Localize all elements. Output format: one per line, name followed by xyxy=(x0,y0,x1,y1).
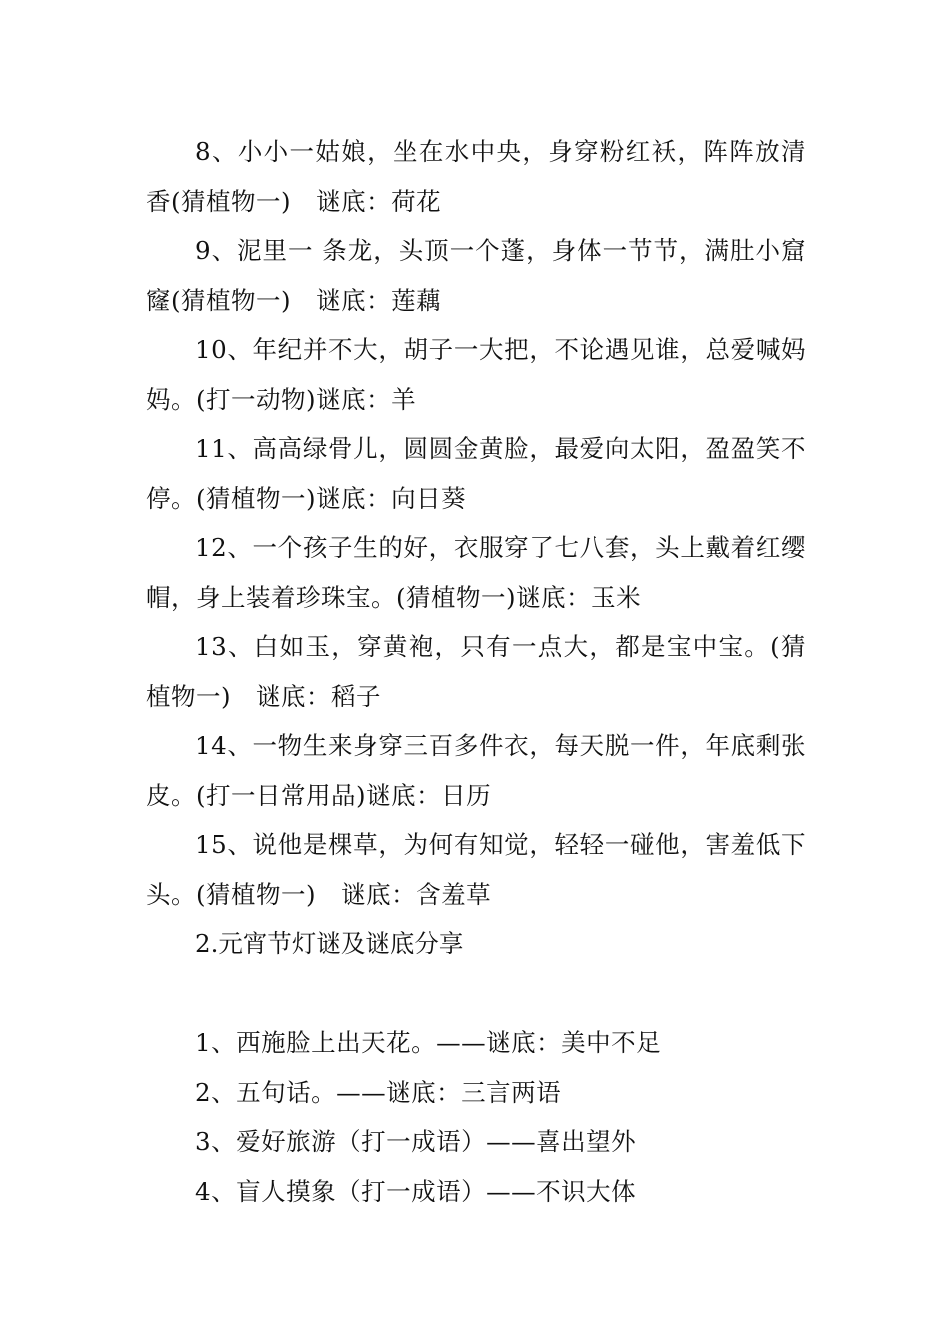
riddle-item: 1、西施脸上出天花。——谜底：美中不足 xyxy=(195,1028,662,1057)
riddle-paragraph: 13、白如玉，穿黄袍，只有一点大，都是宝中宝。(猜植物一) 谜底：稻子 xyxy=(146,632,806,711)
document-body xyxy=(146,127,806,1216)
blank-line xyxy=(146,969,806,1019)
riddle-paragraph: 8、小小一姑娘，坐在水中央，身穿粉红袄，阵阵放清香(猜植物一) 谜底：荷花 xyxy=(146,137,806,216)
riddle-paragraph: 14、一物生来身穿三百多件衣，每天脱一件，年底剩张皮。(打一日常用品)谜底：日历 xyxy=(146,731,806,810)
riddle-paragraph: 15、说他是棵草，为何有知觉，轻轻一碰他，害羞低下头。(猜植物一) 谜底：含羞草 xyxy=(146,830,806,909)
riddle-paragraph: 11、高高绿骨儿，圆圆金黄脸，最爱向太阳，盈盈笑不停。(猜植物一)谜底：向日葵 xyxy=(146,434,806,513)
riddle-item: 4、盲人摸象（打一成语）——不识大体 xyxy=(195,1176,637,1206)
riddle-paragraph: 12、一个孩子生的好，衣服穿了七八套，头上戴着红缨帽，身上装着珍珠宝。(猜植物一)谜底：玉米 xyxy=(146,533,806,612)
riddle-paragraph: 9、泥里一 条龙，头顶一个蓬，身体一节节，满肚小窟窿(猜植物一) 谜底：莲藕 xyxy=(146,236,806,315)
section-heading: 2.元宵节灯谜及谜底分享 xyxy=(195,929,464,958)
riddle-paragraph: 10、年纪并不大，胡子一大把，不论遇见谁，总爱喊妈妈。(打一动物)谜底：羊 xyxy=(146,335,806,414)
riddle-item: 2、五句话。——谜底：三言两语 xyxy=(195,1077,562,1107)
riddle-item: 3、爱好旅游（打一成语）——喜出望外 xyxy=(195,1127,637,1156)
